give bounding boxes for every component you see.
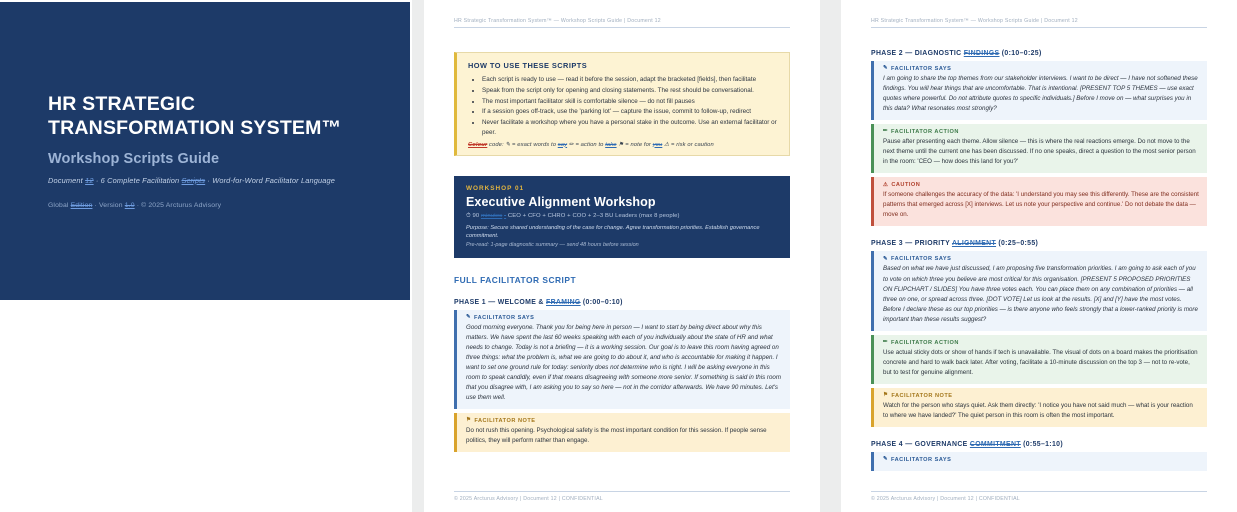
list-item: • Speak from the script only for opening and closing statements. The rest should be conversational. (482, 86, 779, 96)
phase-4-time: (0:55–1:10) (1023, 440, 1063, 448)
facilitator-says-label (883, 457, 1199, 463)
colour-code-part-2: ✏ = action to (568, 141, 604, 148)
phase-1-time: (0:00–0:10) (582, 298, 623, 306)
phase-3-number: PHASE 3 (871, 240, 903, 248)
running-footer: © 2025 Arcturus Advisory | Document 12 | CONFIDENTIAL (871, 491, 1207, 502)
list-item: • Each script is ready to use — read it before the session, adapt the bracketed [fields], then facilitate (482, 75, 779, 85)
colour-code-say-link[interactable]: say (557, 141, 568, 148)
workshop-meta (466, 213, 778, 220)
phase-2-number: PHASE 2 (871, 50, 903, 57)
cover-panel (0, 2, 410, 300)
phase-2-facilitator-says (871, 61, 1207, 120)
how-to-use-list (468, 75, 779, 138)
workshop-duration: 90 (472, 212, 480, 219)
phase-3-says-body: Based on what we have just discussed, I am proposing five transformation priorities. I am going to ask each of you to vote on which three you believe are most critical for this organisation. [PRESENT 5 PROPOSED PRIORITIES ON FLIPCHART / SLIDES] You have three votes each. You can place them on any combination of priorities — all three on one, or spread across three. [DOT VOTE] Let us look at the results. [X] and [Y] have the most votes. Before I declare these as our top priorities — is there anyone who feels strongly that a lower-ranked priority is more important than these results suggest? (883, 265, 1198, 323)
workshop-kicker: WORKSHOP 01 (466, 184, 525, 192)
running-header: HR Strategic Transformation System™ — Workshop Scripts Guide | Document 12 (454, 18, 790, 28)
phase-3-time: (0:25–0:55) (998, 240, 1039, 248)
phase-dash: — (488, 298, 496, 306)
phase-2-caution (871, 177, 1207, 226)
facilitator-action-text: FACILITATOR ACTION (891, 339, 959, 346)
phase-2-time: (0:10–0:25) (1001, 50, 1042, 57)
workshop-attendees: CEO + CFO + CHRO + COO + 2–3 BU Leaders (max 8 people) (507, 212, 680, 219)
caution-label (883, 182, 1199, 188)
phase-3-note-body: Watch for the person who stays quiet. Ask them directly: 'I notice you have not said much — what is your reaction to where we have landed?' The quiet person in this room is often the most important. (883, 401, 1193, 419)
pen-icon: ✏ (883, 339, 889, 346)
cover-meta-line (48, 176, 362, 186)
cover-edition-link[interactable]: Edition (70, 201, 93, 209)
workshop-purpose: Purpose: Secure shared understanding of the case for change. Agree transformation priorities. Establish governance commitment. (466, 224, 760, 240)
facilitator-says-text: FACILITATOR SAYS (891, 456, 952, 463)
facilitator-says-label (466, 315, 782, 321)
facilitator-note-label (883, 393, 1199, 399)
cover-scripts-link[interactable]: Scripts (181, 175, 206, 185)
phase-3-facilitator-note (871, 388, 1207, 427)
workshop-preread: Pre-read: 1-page diagnostic summary — send 48 hours before session (466, 241, 639, 248)
warning-icon: ⚠ (883, 181, 889, 188)
list-item: • If a session goes off-track, use the 'parking lot' — capture the issue, commit to follow-up, redirect (482, 107, 779, 117)
phase-2-says-body: I am going to share the top themes from our stakeholder interviews. I want to be direct — I have not softened these findings. You will hear things that are uncomfortable. That is intentional. [PRESENT TOP 5 THEMES — use exact quotes where powerful. Do not attribute quotes to specific individuals.] Before I move on — what surprises you in this data? What resonates most strongly? (883, 75, 1198, 113)
cover-subtitle: Workshop Scripts Guide (48, 150, 220, 167)
phase-1-facilitator-says (454, 310, 790, 409)
phase-2-caution-body: If someone challenges the accuracy of the data: 'I understand you may see this differently. These are the consistent patterns that emerged across [X] interviews. Let us note your perspective and continue.' Do not debate the data — move on. (883, 191, 1199, 219)
phase-3-facilitator-says (871, 251, 1207, 330)
phase-dash: — (905, 240, 913, 248)
flag-icon: ⚑ (466, 417, 472, 424)
phase-3-facilitator-action (871, 335, 1207, 384)
pen-icon: ✏ (883, 128, 889, 135)
caution-text: CAUTION (891, 182, 921, 189)
cover-meta-suffix: · Word-for-Word Facilitator Language (207, 175, 336, 185)
facilitator-says-text: FACILITATOR SAYS (891, 66, 952, 72)
phase-1-heading (454, 299, 790, 306)
page-cover (0, 0, 412, 512)
cover-version-number[interactable]: 1.0 (124, 201, 135, 209)
phase-4-number: PHASE 4 (871, 440, 903, 448)
page-2 (424, 0, 820, 512)
cover-global-label: Global (48, 201, 69, 209)
workshop-meta-dot[interactable]: · (504, 212, 507, 219)
page-3 (841, 0, 1237, 512)
phase-1-facilitator-note (454, 413, 790, 452)
cover-version-label: · Version (94, 201, 123, 209)
cover-meta-mid: · 6 Complete Facilitation (95, 175, 180, 185)
facilitator-note-text: FACILITATOR NOTE (891, 392, 953, 399)
phase-1-name-link[interactable]: FRAMING (546, 298, 581, 306)
phase-4-name: GOVERNANCE (914, 440, 968, 448)
facilitator-action-label (883, 340, 1199, 346)
facilitator-note-text: FACILITATOR NOTE (474, 417, 536, 424)
phase-2-facilitator-action (871, 124, 1207, 173)
facilitator-says-label (883, 256, 1199, 262)
phase-4-facilitator-says (871, 452, 1207, 471)
cover-meta-prefix: Document (48, 175, 83, 185)
pencil-icon: ✎ (466, 313, 472, 320)
phase-3-name: PRIORITY (914, 240, 950, 248)
phase-3-action-body: Use actual sticky dots or show of hands if tech is unavailable. The visual of dots on a board makes the prioritisation concrete and hard to walk back later. After voting, facilitate a 10-minute discussion on the top 3 — not to re-vote, but to test for genuine alignment. (883, 348, 1198, 376)
colour-code-legend (468, 142, 779, 148)
phase-2-name-link[interactable]: FINDINGS (963, 50, 1000, 57)
cover-copyright: · © 2025 Arcturus Advisory (136, 201, 222, 209)
phase-2-heading (871, 50, 1207, 57)
phase-2-name: DIAGNOSTIC (914, 50, 962, 57)
colour-code-part-4: ⚠ = risk or caution (664, 141, 714, 148)
workshop-title: Executive Alignment Workshop (466, 194, 656, 209)
phase-4-name-link[interactable]: COMMITMENT (969, 440, 1021, 448)
full-facilitator-script-heading: FULL FACILITATOR SCRIPT (454, 274, 577, 285)
phase-1-number: PHASE 1 (454, 298, 486, 306)
facilitator-action-text: FACILITATOR ACTION (891, 129, 959, 136)
facilitator-note-label (466, 418, 782, 424)
page-gutter-2 (820, 0, 841, 512)
workshop-minutes-link[interactable]: minutes (480, 212, 503, 219)
colour-code-part-3: ⚑ = note for (618, 141, 651, 148)
pencil-icon: ✎ (883, 255, 889, 262)
phase-1-name: WELCOME & (497, 298, 544, 306)
facilitator-action-label (883, 129, 1199, 135)
colour-code-part-1: code: ✎ = exact words to (489, 141, 557, 148)
colour-code-label[interactable]: Colour (468, 141, 488, 148)
phase-dash: — (905, 50, 913, 57)
list-item: • The most important facilitator skill is comfortable silence — do not fill pauses (482, 97, 779, 107)
colour-code-you-link[interactable]: you (652, 141, 663, 148)
pencil-icon: ✎ (883, 65, 889, 72)
page-title: HR STRATEGIC TRANSFORMATION SYSTEM™ (48, 93, 342, 139)
phase-3-name-link[interactable]: ALIGNMENT (951, 240, 997, 248)
cover-legal-line (48, 202, 362, 209)
clock-icon: ⏱ (466, 212, 471, 219)
facilitator-says-text: FACILITATOR SAYS (891, 256, 952, 263)
how-to-use-heading: HOW TO USE THESE SCRIPTS (468, 61, 588, 70)
how-to-use-callout (454, 52, 790, 156)
phase-2-action-body: Pause after presenting each theme. Allow silence — this is where the real reactions emerge. Do not move to the next theme until the current one has been discussed. If no one speaks, direct a question to the most senior person in the room: 'CEO — how does this land for you?' (883, 138, 1196, 166)
running-header: HR Strategic Transformation System™ — Workshop Scripts Guide | Document 12 (871, 18, 1207, 28)
facilitator-says-label (883, 66, 1199, 72)
phase-dash: — (905, 440, 913, 448)
colour-code-take-link[interactable]: take (605, 141, 617, 148)
workshop-banner (454, 176, 790, 258)
phase-1-says-body: Good morning everyone. Thank you for being here in person — I want to start by being direct about why this matters. We have spent the last 60 weeks speaking with each of you individually about the state of HR and what needs to change. Today is not a briefing — it is a working session. Our goal is to leave this room having agreed on three things: what the problem is, what we are going to do about it, and who is accountable for making it happen. I want to set one ground rule for today: seniority does not determine who is right. I will be asking everyone in this room to speak candidly, even if that means disagreeing with someone more senior. If something is said in this room that you disagree with, I am asking you to say so here — not in the corridor afterwards. We have 90 minutes. Let's use them well. (466, 323, 782, 401)
pencil-icon: ✎ (883, 456, 889, 463)
cover-document-number[interactable]: 12 (85, 175, 94, 185)
phase-1-note-body: Do not rush this opening. Psychological safety is the most important condition for this session. If people sense politics, they will perform rather than engage. (466, 426, 767, 445)
facilitator-says-text: FACILITATOR SAYS (474, 314, 535, 321)
flag-icon: ⚑ (883, 392, 889, 399)
list-item: • Never facilitate a workshop where you have a personal stake in the outcome. Use an external facilitator or peer. (482, 118, 779, 138)
page-gutter-1 (412, 0, 424, 512)
phase-4-heading (871, 441, 1207, 448)
running-footer: © 2025 Arcturus Advisory | Document 12 | CONFIDENTIAL (454, 491, 790, 502)
phase-3-heading (871, 240, 1207, 247)
